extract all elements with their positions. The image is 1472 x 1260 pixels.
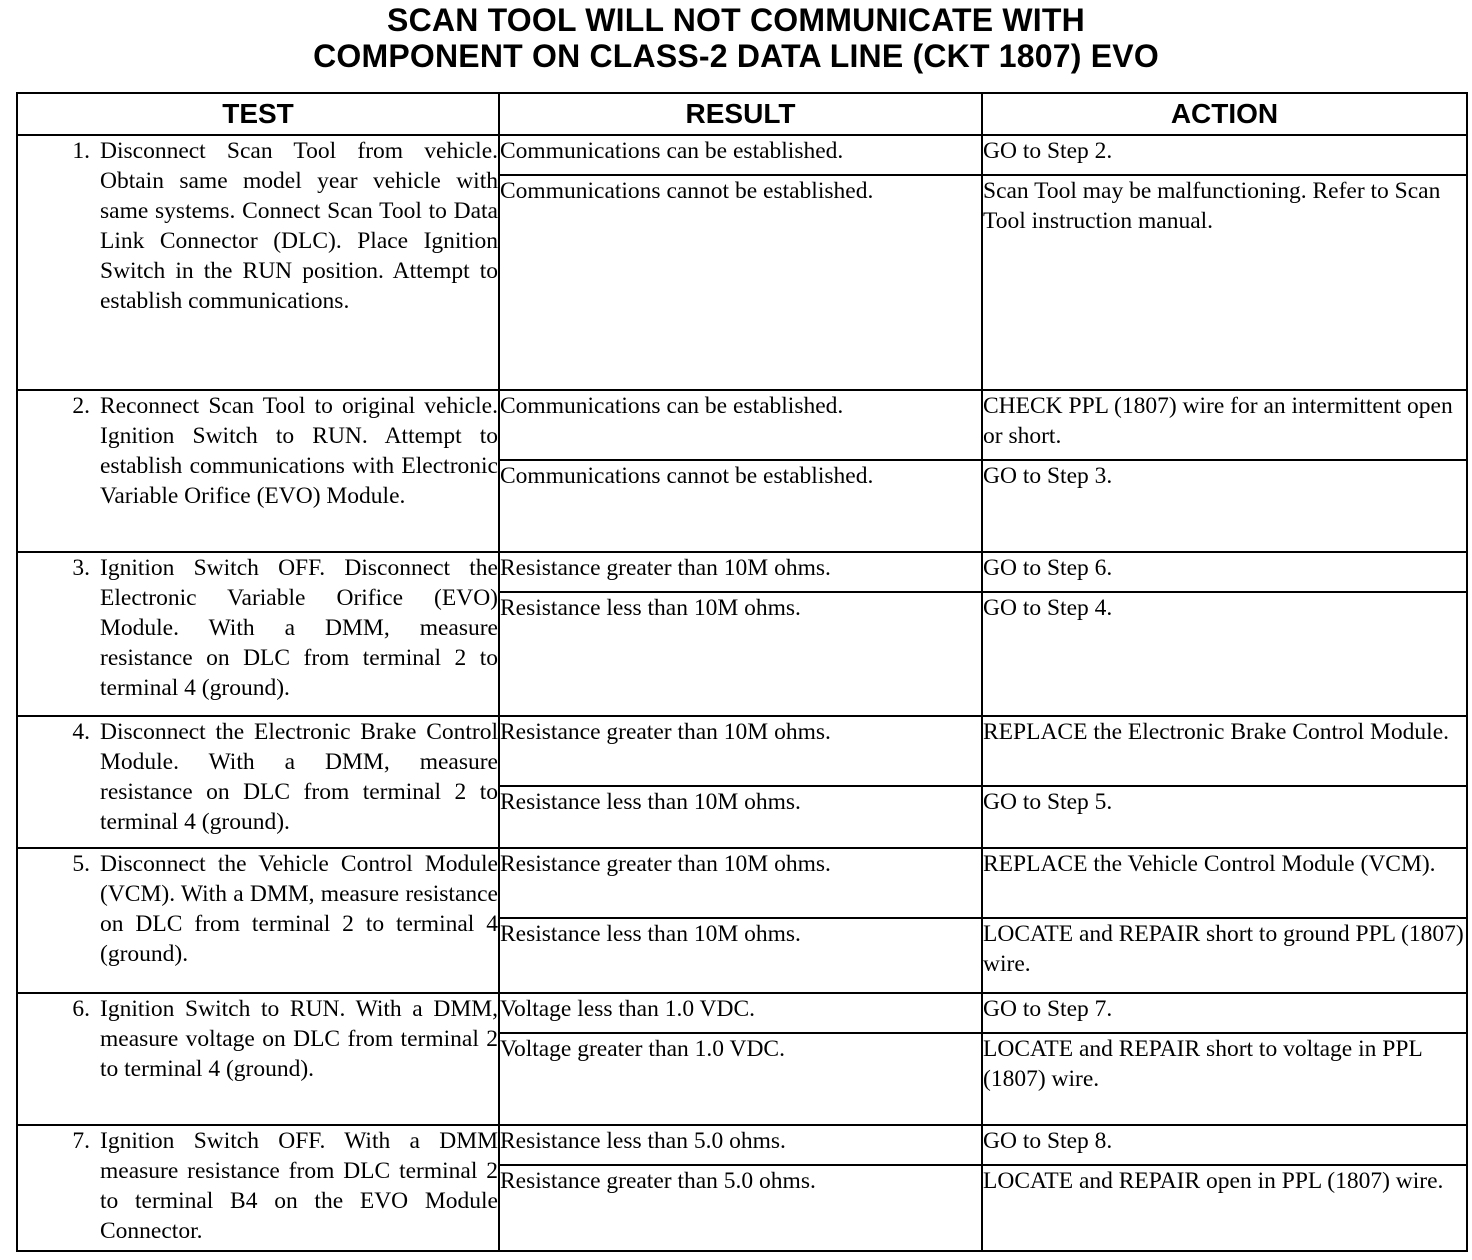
action-cell: REPLACE the Electronic Brake Control Module.: [982, 716, 1467, 786]
test-cell-step-7: [17, 1125, 499, 1251]
step-test-text: Ignition Switch to RUN. With a DMM, measure voltage on DLC from terminal 2 to terminal 4 (ground).: [100, 996, 498, 1082]
action-cell: GO to Step 5.: [982, 786, 1467, 848]
step-number: 1.: [72, 138, 90, 164]
table-row: [17, 135, 1467, 175]
action-cell: LOCATE and REPAIR short to ground PPL (1807) wire.: [982, 918, 1467, 993]
action-cell: GO to Step 6.: [982, 552, 1467, 592]
action-cell: GO to Step 4.: [982, 592, 1467, 716]
table-row: [17, 848, 1467, 918]
header-result: RESULT: [499, 93, 982, 135]
result-cell: Communications can be established.: [499, 390, 982, 460]
result-cell: Voltage less than 1.0 VDC.: [499, 993, 982, 1033]
test-cell-step-6: [17, 993, 499, 1125]
action-cell: GO to Step 3.: [982, 460, 1467, 552]
test-cell-step-5: [17, 848, 499, 993]
result-cell: Resistance less than 10M ohms.: [499, 786, 982, 848]
step-test-text: Ignition Switch OFF. With a DMM measure resistance from DLC terminal 2 to terminal B4 on the EVO Module Connector.: [100, 1128, 498, 1244]
action-cell: GO to Step 7.: [982, 993, 1467, 1033]
result-cell: Voltage greater than 1.0 VDC.: [499, 1033, 982, 1125]
table-header-row: [17, 93, 1467, 135]
result-cell: Resistance greater than 10M ohms.: [499, 848, 982, 918]
test-cell-step-3: [17, 552, 499, 716]
result-cell: Resistance less than 5.0 ohms.: [499, 1125, 982, 1165]
table-row: [17, 552, 1467, 592]
diagnostic-table: [16, 92, 1468, 1252]
result-cell: Resistance greater than 10M ohms.: [499, 716, 982, 786]
header-action: ACTION: [982, 93, 1467, 135]
result-cell: Resistance less than 10M ohms.: [499, 592, 982, 716]
result-cell: Resistance greater than 10M ohms.: [499, 552, 982, 592]
table-row: [17, 390, 1467, 460]
test-cell-step-2: [17, 390, 499, 552]
result-cell: Communications cannot be established.: [499, 175, 982, 390]
table-row: [17, 716, 1467, 786]
title-line-1: SCAN TOOL WILL NOT COMMUNICATE WITH: [387, 2, 1085, 38]
action-cell: CHECK PPL (1807) wire for an intermittent open or short.: [982, 390, 1467, 460]
header-test: TEST: [17, 93, 499, 135]
step-test-text: Disconnect the Electronic Brake Control Module. With a DMM, measure resistance on DLC from terminal 2 to terminal 4 (ground).: [100, 719, 498, 835]
test-cell-step-4: [17, 716, 499, 848]
page-title: [0, 2, 1472, 74]
title-line-2: COMPONENT ON CLASS-2 DATA LINE (CKT 1807) EVO: [313, 38, 1159, 74]
result-cell: Communications can be established.: [499, 135, 982, 175]
result-cell: Resistance greater than 5.0 ohms.: [499, 1165, 982, 1251]
step-number: 6.: [72, 996, 90, 1022]
action-cell: REPLACE the Vehicle Control Module (VCM).: [982, 848, 1467, 918]
table-row: [17, 993, 1467, 1033]
step-number: 7.: [72, 1128, 90, 1154]
action-cell: GO to Step 8.: [982, 1125, 1467, 1165]
step-number: 4.: [72, 719, 90, 745]
action-cell: Scan Tool may be malfunctioning. Refer to Scan Tool instruction manual.: [982, 175, 1467, 390]
test-cell-step-1: [17, 135, 499, 390]
step-number: 2.: [72, 393, 90, 419]
step-test-text: Reconnect Scan Tool to original vehicle. Ignition Switch to RUN. Attempt to establish communications with Electronic Variable Orifice (EVO) Module.: [100, 393, 498, 509]
step-test-text: Disconnect the Vehicle Control Module (VCM). With a DMM, measure resistance on DLC from terminal 2 to terminal 4 (ground).: [100, 851, 498, 967]
result-cell: Communications cannot be established.: [499, 460, 982, 552]
step-number: 5.: [72, 851, 90, 877]
step-test-text: Disconnect Scan Tool from vehicle. Obtain same model year vehicle with same systems. Connect Scan Tool to Data Link Connector (DLC). Place Ignition Switch in the RUN position. Attempt to establish communications.: [100, 138, 498, 314]
action-cell: LOCATE and REPAIR short to voltage in PPL (1807) wire.: [982, 1033, 1467, 1125]
action-cell: GO to Step 2.: [982, 135, 1467, 175]
step-test-text: Ignition Switch OFF. Disconnect the Electronic Variable Orifice (EVO) Module. With a DMM, measure resistance on DLC from terminal 2 to terminal 4 (ground).: [100, 555, 498, 701]
step-number: 3.: [72, 555, 90, 581]
result-cell: Resistance less than 10M ohms.: [499, 918, 982, 993]
table-row: [17, 1125, 1467, 1165]
action-cell: LOCATE and REPAIR open in PPL (1807) wire.: [982, 1165, 1467, 1251]
